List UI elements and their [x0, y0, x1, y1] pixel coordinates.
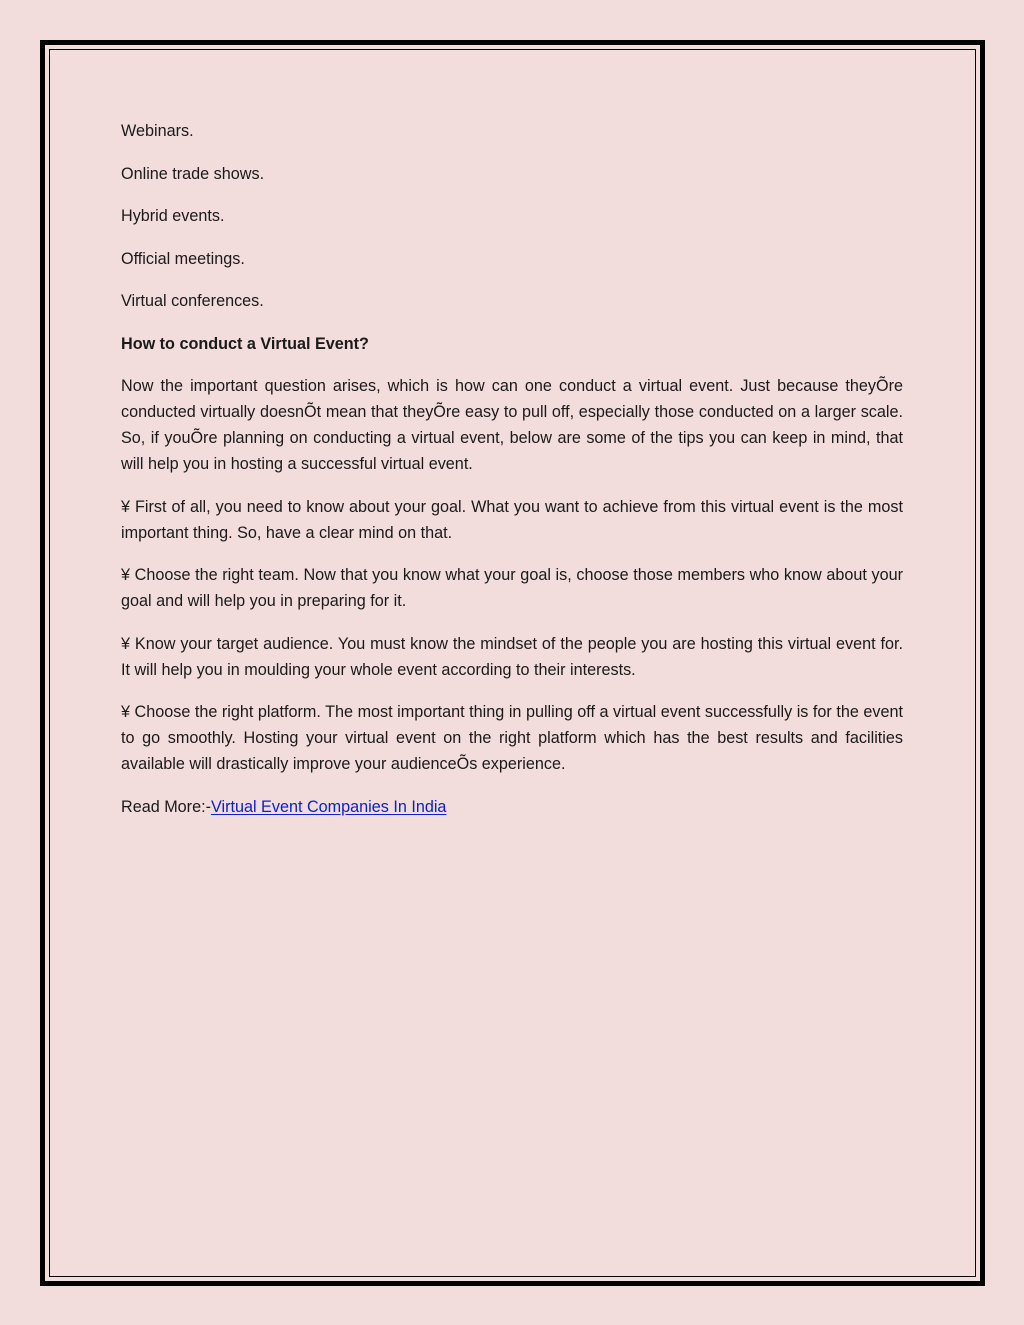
list-item-virtual-conferences: Virtual conferences.: [121, 292, 264, 310]
tip-goal: ¥ First of all, you need to know about your goal. What you want to achieve from this virtual event is the most important thing. So, have a clear mind on that.: [121, 497, 903, 542]
list-item-hybrid-events: Hybrid events.: [121, 207, 225, 225]
read-more-prefix: Read More:-: [121, 797, 211, 816]
tip-audience: ¥ Know your target audience. You must know the mindset of the people you are hosting this virtual event for. It will help you in moulding your whole event according to their interests.: [121, 634, 903, 679]
document-body: [121, 118, 903, 836]
tip-platform: ¥ Choose the right platform. The most important thing in pulling off a virtual event successfully is for the event to go smoothly. Hosting your virtual event on the right platform which has the best results and facilities available will drastically improve your audienceÕs experience.: [121, 703, 903, 773]
read-more-line: [121, 794, 903, 820]
list-item-webinars: Webinars.: [121, 122, 194, 140]
tip-team: ¥ Choose the right team. Now that you know what your goal is, choose those members who know about your goal and will help you in preparing for it.: [121, 566, 903, 610]
read-more-link[interactable]: Virtual Event Companies In India: [210, 797, 447, 816]
section-heading: How to conduct a Virtual Event?: [121, 334, 369, 353]
list-item-online-trade-shows: Online trade shows.: [121, 164, 265, 183]
intro-paragraph: Now the important question arises, which is how can one conduct a virtual event. Just because theyÕre conducted virtually doesnÕt mean that theyÕre easy to pull off, especially those conducted on a larger scale. So, if youÕre planning on conducting a virtual event, below are some of the tips you can keep in mind, that will help you in hosting a successful virtual event.: [121, 377, 903, 473]
list-item-official-meetings: Official meetings.: [121, 249, 245, 268]
